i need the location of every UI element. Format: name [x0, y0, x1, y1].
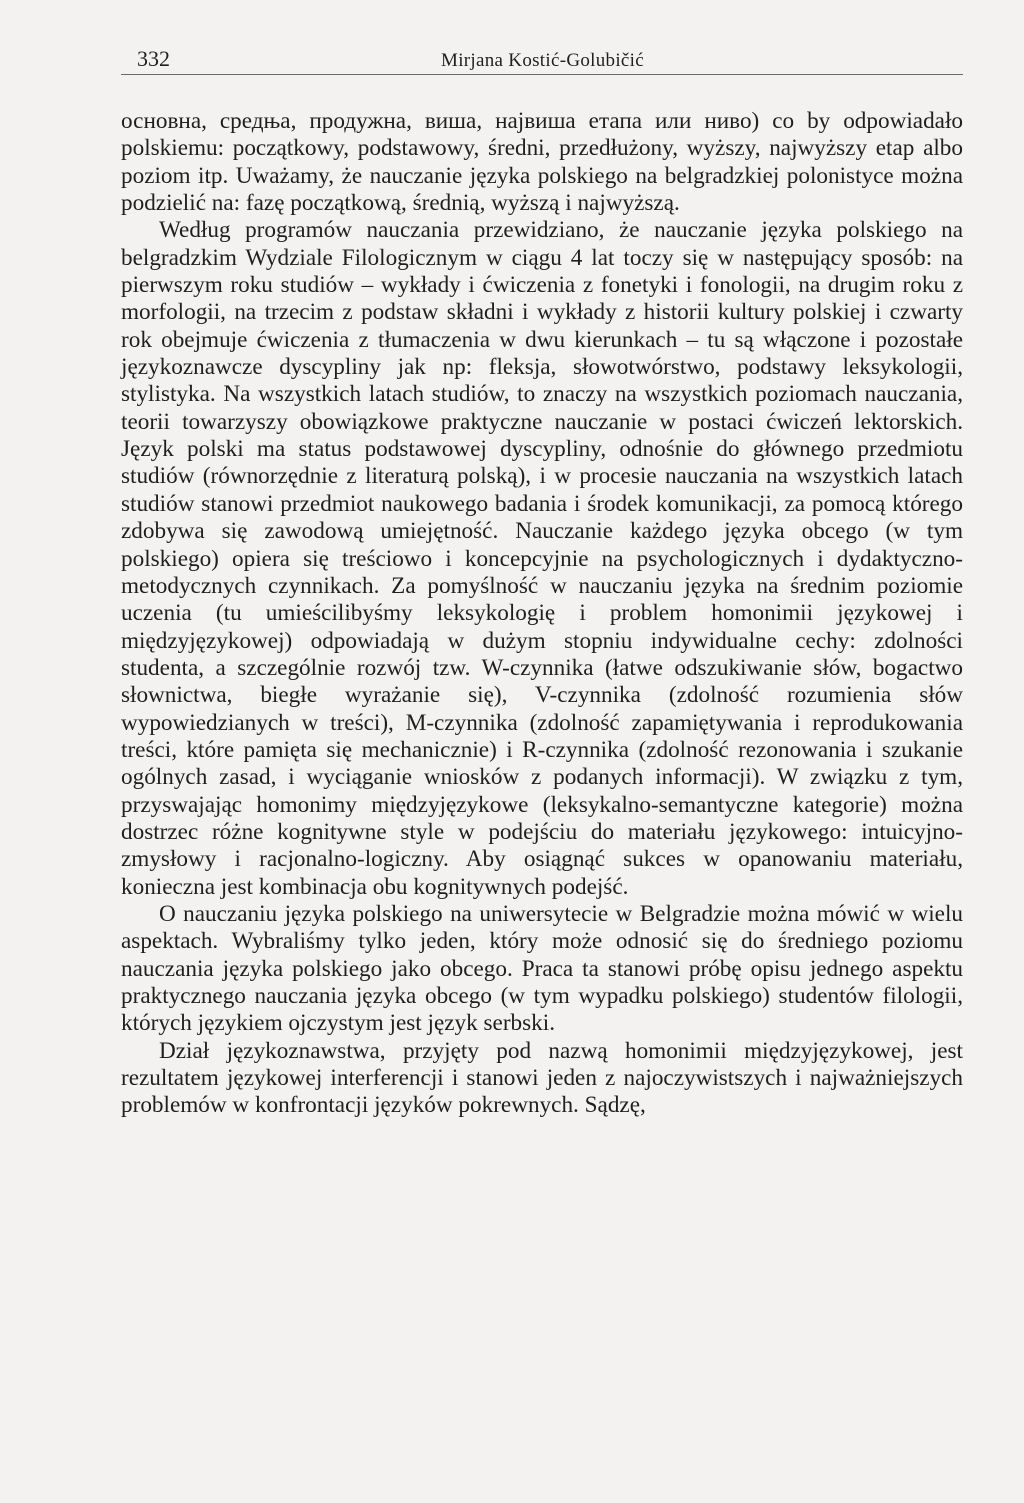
body-text [121, 108, 963, 1120]
running-header [121, 40, 963, 75]
paragraph-aspects: O nauczaniu języka polskiego na uniwersytecie w Belgradzie można mówić w wielu aspektach. Wybraliśmy tylko jeden, który może odnosić się do średniego poziomu nauczania języka polskiego jako obcego. Praca ta stanowi próbę opisu jednego aspektu praktycznego nauczania języka obcego (w tym wypadku polskiego) studentów filologii, których językiem ojczystym jest język serbski. [121, 900, 963, 1037]
paragraph-homonymy: Dział językoznawstwa, przyjęty pod nazwą homonimii międzyjęzykowej, jest rezultatem językowej interferencji i stanowi jeden z najoczywistszych i najważniejszych problemów w konfrontacji języków pokrewnych. Sądzę, [121, 1037, 963, 1119]
page-number: 332 [137, 46, 170, 71]
book-page [121, 40, 963, 1120]
running-header-author: Mirjana Kostić-Golubičić [441, 50, 644, 71]
paragraph-programs: Według programów nauczania przewidziano, że nauczanie języka polskiego na belgradzkim Wydziale Filologicznym w ciągu 4 lat toczy się w następujący sposób: na pierwszym roku studiów – wykłady i ćwiczenia z fonetyki i fonologii, na drugim roku z morfologii, na trzecim z podstaw składni i wykłady z historii kultury polskiej i czwarty rok obejmuje ćwiczenia z tłumaczenia w dwu kierunkach – tu są włączone i pozostałe językoznawcze dyscypliny jak np: fleksja, słowotwórstwo, podstawy leksykologii, stylistyka. Na wszystkich latach studiów, to znaczy na wszystkich poziomach nauczania, teorii towarzyszy obowiązkowe praktyczne nauczanie w postaci ćwiczeń lektorskich. Język polski ma status podstawowej dyscypliny, odnośnie do głównego przedmiotu studiów (równorzędnie z literaturą polską), i w procesie nauczania na wszystkich latach studiów stanowi przedmiot naukowego badania i środek komunikacji, za pomocą którego zdobywa się zawodową umiejętność. Nauczanie każdego języka obcego (w tym polskiego) opiera się treściowo i koncepcyjnie na psychologicznych i dydaktyczno-metodycznych czynnikach. Za pomyślność w nauczaniu języka na średnim poziomie uczenia (tu umieścilibyśmy leksykologię i problem homonimii językowej i międzyjęzykowej) odpowiadają w dużym stopniu indywidualne cechy: zdolności studenta, a szczególnie rozwój tzw. W-czynnika (łatwe odszukiwanie słów, bogactwo słownictwa, biegłe wyrażanie się), V-czynnika (zdolność rozumienia słów wypowiedzianych w treści), M-czynnika (zdolność zapamiętywania i reprodukowania treści, które pamięta się mechanicznie) i R-czynnika (zdolność rezonowania i szukanie ogólnych zasad, i wyciąganie wniosków z podanych informacji). W związku z tym, przyswajając homonimy międzyjęzykowe (leksykalno-semantyczne kategorie) można dostrzec różne kognitywne style w podejściu do materiału językowego: intuicyjno-zmysłowy i racjonalno-logiczny. Aby osiągnąć sukces w opanowaniu materiału, konieczna jest kombinacja obu kognitywnych podejść. [121, 217, 963, 900]
paragraph-continuation: основна, средња, продужна, виша, највиша етапа или ниво) co by odpowiadało polskiemu: początkowy, podstawowy, średni, przedłużony, wyższy, najwyższy etap albo poziom itp. Uważamy, że nauczanie języka polskiego na belgradzkiej polonistyce można podzielić na: fazę początkową, średnią, wyższą i najwyższą. [121, 108, 963, 217]
